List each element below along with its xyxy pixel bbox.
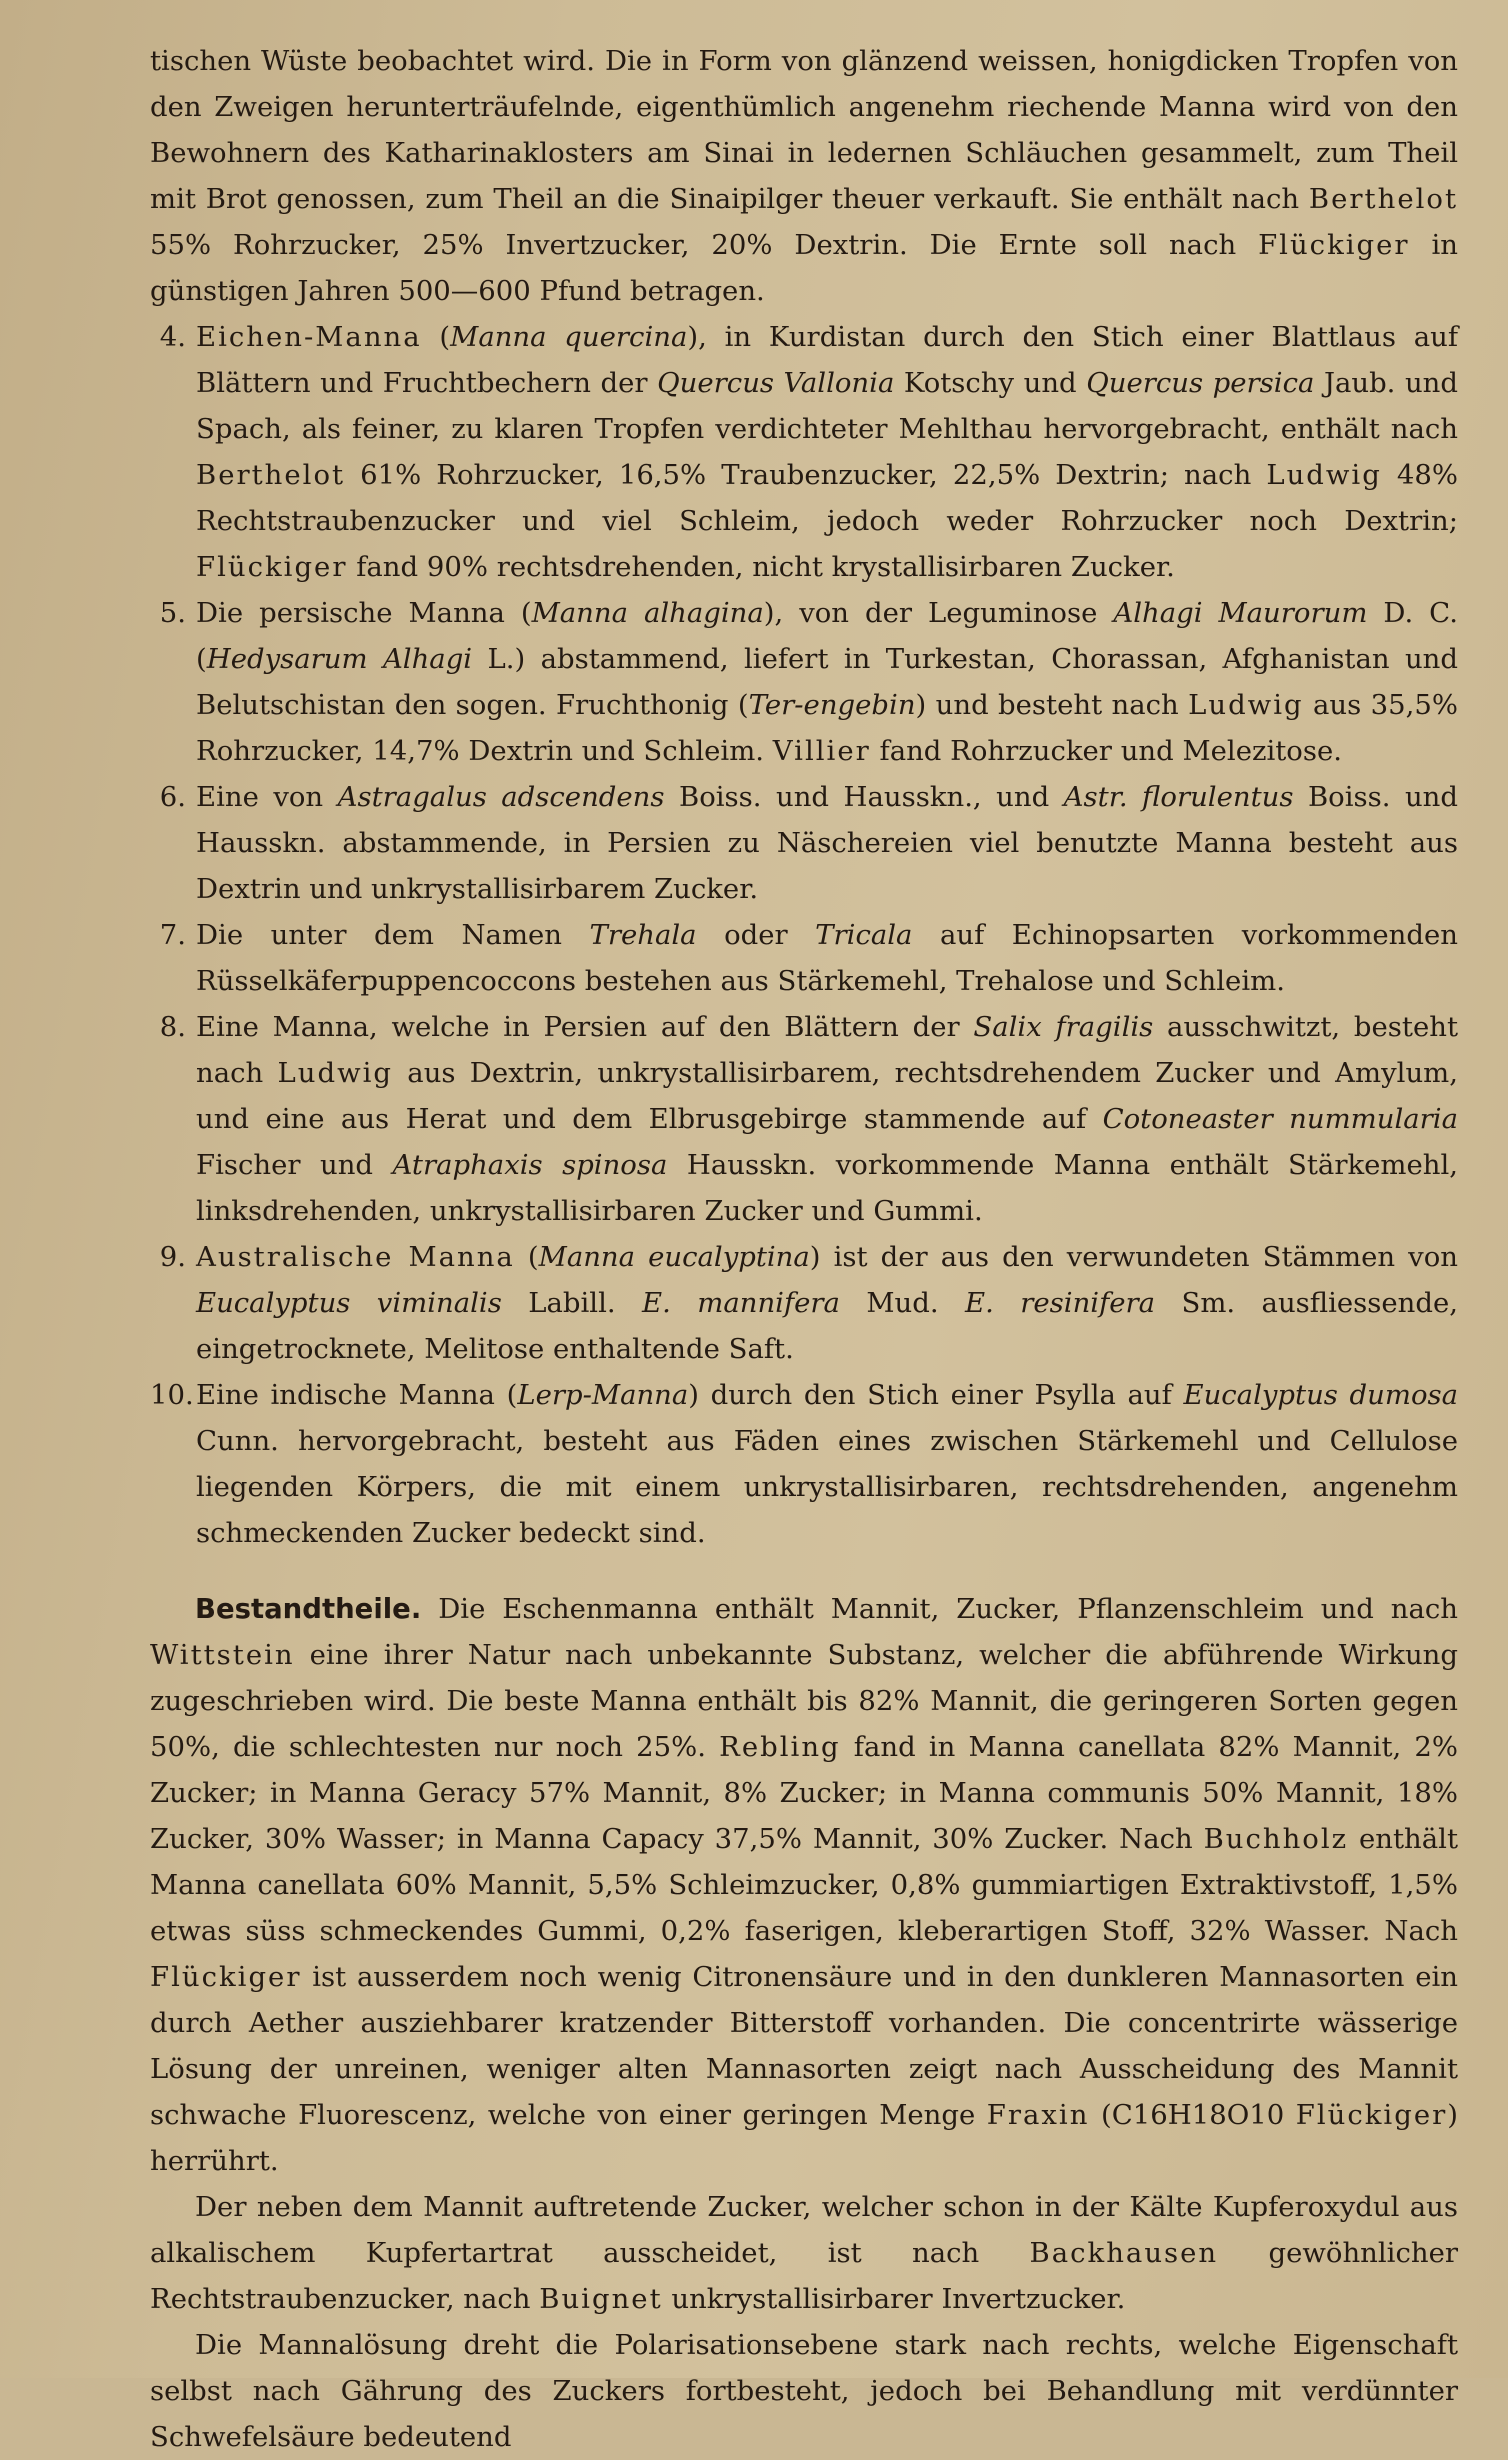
- intro-paragraph: tischen Wüste beobachtet wird. Die in Form von glänzend weissen, honigdicken Tropfen von den Zweigen herunterträufelnde, eigenthümlich angenehm riechende Manna wird von den Bewohnern des Katharinaklosters am Sinai in ledernen Schläuchen gesammelt, zum Theil mit Brot genossen, zum Theil an die Sinaipilger theuer verkauft. Sie enthält nach Berthelot 55% Rohrzucker, 25% Invertzucker, 20% Dextrin. Die Ernte soll nach Flückiger in günstigen Jahren 500—600 Pfund betragen.: [150, 45, 1458, 307]
- list-number: 9.: [159, 1241, 186, 1273]
- author-name: Berthelot: [1308, 183, 1458, 215]
- list-item-4: 4. Eichen-Manna (Manna quercina), in Kurdistan durch den Stich einer Blattlaus auf Blättern und Fruchtbechern der Quercus Vallonia Kotschy und Quercus persica Jaub. und Spach, als feiner, zu klaren Tropfen verdichteter Mehlthau hervorgebracht, enthält nach Berthelot 61% Rohrzucker, 16,5% Traubenzucker, 22,5% Dextrin; nach Ludwig 48% Rechtstraubenzucker und viel Schleim, jedoch weder Rohrzucker noch Dextrin; Flückiger fand 90% rechtsdrehenden, nicht krystallisirbaren Zucker.: [150, 314, 1458, 590]
- zucker-paragraph: Der neben dem Mannit auftretende Zucker, welcher schon in der Kälte Kupferoxydul aus alkalischem Kupfertartrat ausscheidet, ist nach Backhausen gewöhnlicher Rechtstraubenzucker, nach Buignet unkrystallisirbarer Invertzucker.: [150, 2191, 1458, 2315]
- list-item-7: 7. Die unter dem Namen Trehala oder Tricala auf Echinopsarten vorkommenden Rüsselkäferpuppencoccons bestehen aus Stärkemehl, Trehalose und Schleim.: [150, 912, 1458, 1004]
- list-item-9: 9. Australische Manna (Manna eucalyptina) ist der aus den verwundeten Stämmen von Eucalyptus viminalis Labill. E. mannifera Mud. E. resinifera Sm. ausfliessende, eingetrocknete, Melitose enthaltende Saft.: [150, 1234, 1458, 1372]
- section-heading: Bestandtheile.: [195, 1593, 422, 1625]
- list-number: 10.: [150, 1379, 194, 1411]
- author-name: Flückiger: [1258, 229, 1410, 261]
- polarisation-paragraph: Die Mannalösung dreht die Polarisationsebene stark nach rechts, welche Eigenschaft selbst nach Gährung des Zuckers fortbesteht, jedoch bei Behandlung mit verdünnter Schwefelsäure bedeutend: [150, 2329, 1458, 2453]
- list-number: 4.: [159, 321, 186, 353]
- list-item-5: 5. Die persische Manna (Manna alhagina), von der Leguminose Alhagi Maurorum D. C. (Hedysarum Alhagi L.) abstammend, liefert in Turkestan, Chorassan, Afghanistan und Belutschistan den sogen. Fruchthonig (Ter-engebin) und besteht nach Ludwig aus 35,5% Rohrzucker, 14,7% Dextrin und Schleim. Villier fand Rohrzucker und Melezitose.: [150, 590, 1458, 774]
- list-number: 7.: [159, 919, 186, 951]
- bestandtheile-paragraph: Bestandtheile. Die Eschenmanna enthält Mannit, Zucker, Pflanzenschleim und nach Wittstein eine ihrer Natur nach unbekannte Substanz, welcher die abführende Wirkung zugeschrieben wird. Die beste Manna enthält bis 82% Mannit, die geringeren Sorten gegen 50%, die schlechtesten nur noch 25%. Rebling fand in Manna canellata 82% Mannit, 2% Zucker; in Manna Geracy 57% Mannit, 8% Zucker; in Manna communis 50% Mannit, 18% Zucker, 30% Wasser; in Manna Capacy 37,5% Mannit, 30% Zucker. Nach Buchholz enthält Manna canellata 60% Mannit, 5,5% Schleimzucker, 0,8% gummiartigen Extraktivstoff, 1,5% etwas süss schmeckendes Gummi, 0,2% faserigen, kleberartigen Stoff, 32% Wasser. Nach Flückiger ist ausserdem noch wenig Citronensäure und in den dunkleren Mannasorten ein durch Aether ausziehbarer kratzender Bitterstoff vorhanden. Die concentrirte wässerige Lösung der unreinen, weniger alten Mannasorten zeigt nach Ausscheidung des Mannit schwache Fluorescenz, welche von einer geringen Menge Fraxin (C16H18O10 Flückiger) herrührt.: [150, 1593, 1459, 2177]
- list-item-8: 8. Eine Manna, welche in Persien auf den Blättern der Salix fragilis ausschwitzt, besteht nach Ludwig aus Dextrin, unkrystallisirbarem, rechtsdrehendem Zucker und Amylum, und eine aus Herat und dem Elbrusgebirge stammende auf Cotoneaster nummularia Fischer und Atraphaxis spinosa Hausskn. vorkommende Manna enthält Stärkemehl, linksdrehenden, unkrystallisirbaren Zucker und Gummi.: [150, 1004, 1458, 1234]
- list-number: 6.: [159, 781, 186, 813]
- list-item-10: 10. Eine indische Manna (Lerp-Manna) durch den Stich einer Psylla auf Eucalyptus dumosa Cunn. hervorgebracht, besteht aus Fäden eines zwischen Stärkemehl und Cellulose liegenden Körpers, die mit einem unkrystallisirbaren, rechtsdrehenden, angenehm schmeckenden Zucker bedeckt sind.: [150, 1372, 1458, 1556]
- list-number: 5.: [159, 597, 186, 629]
- list-number: 8.: [159, 1011, 186, 1043]
- list-item-6: 6. Eine von Astragalus adscendens Boiss. und Hausskn., und Astr. florulentus Boiss. und Hausskn. abstammende, in Persien zu Näschereien viel benutzte Manna besteht aus Dextrin und unkrystallisirbarem Zucker.: [150, 774, 1458, 912]
- text-column: [150, 38, 1458, 2460]
